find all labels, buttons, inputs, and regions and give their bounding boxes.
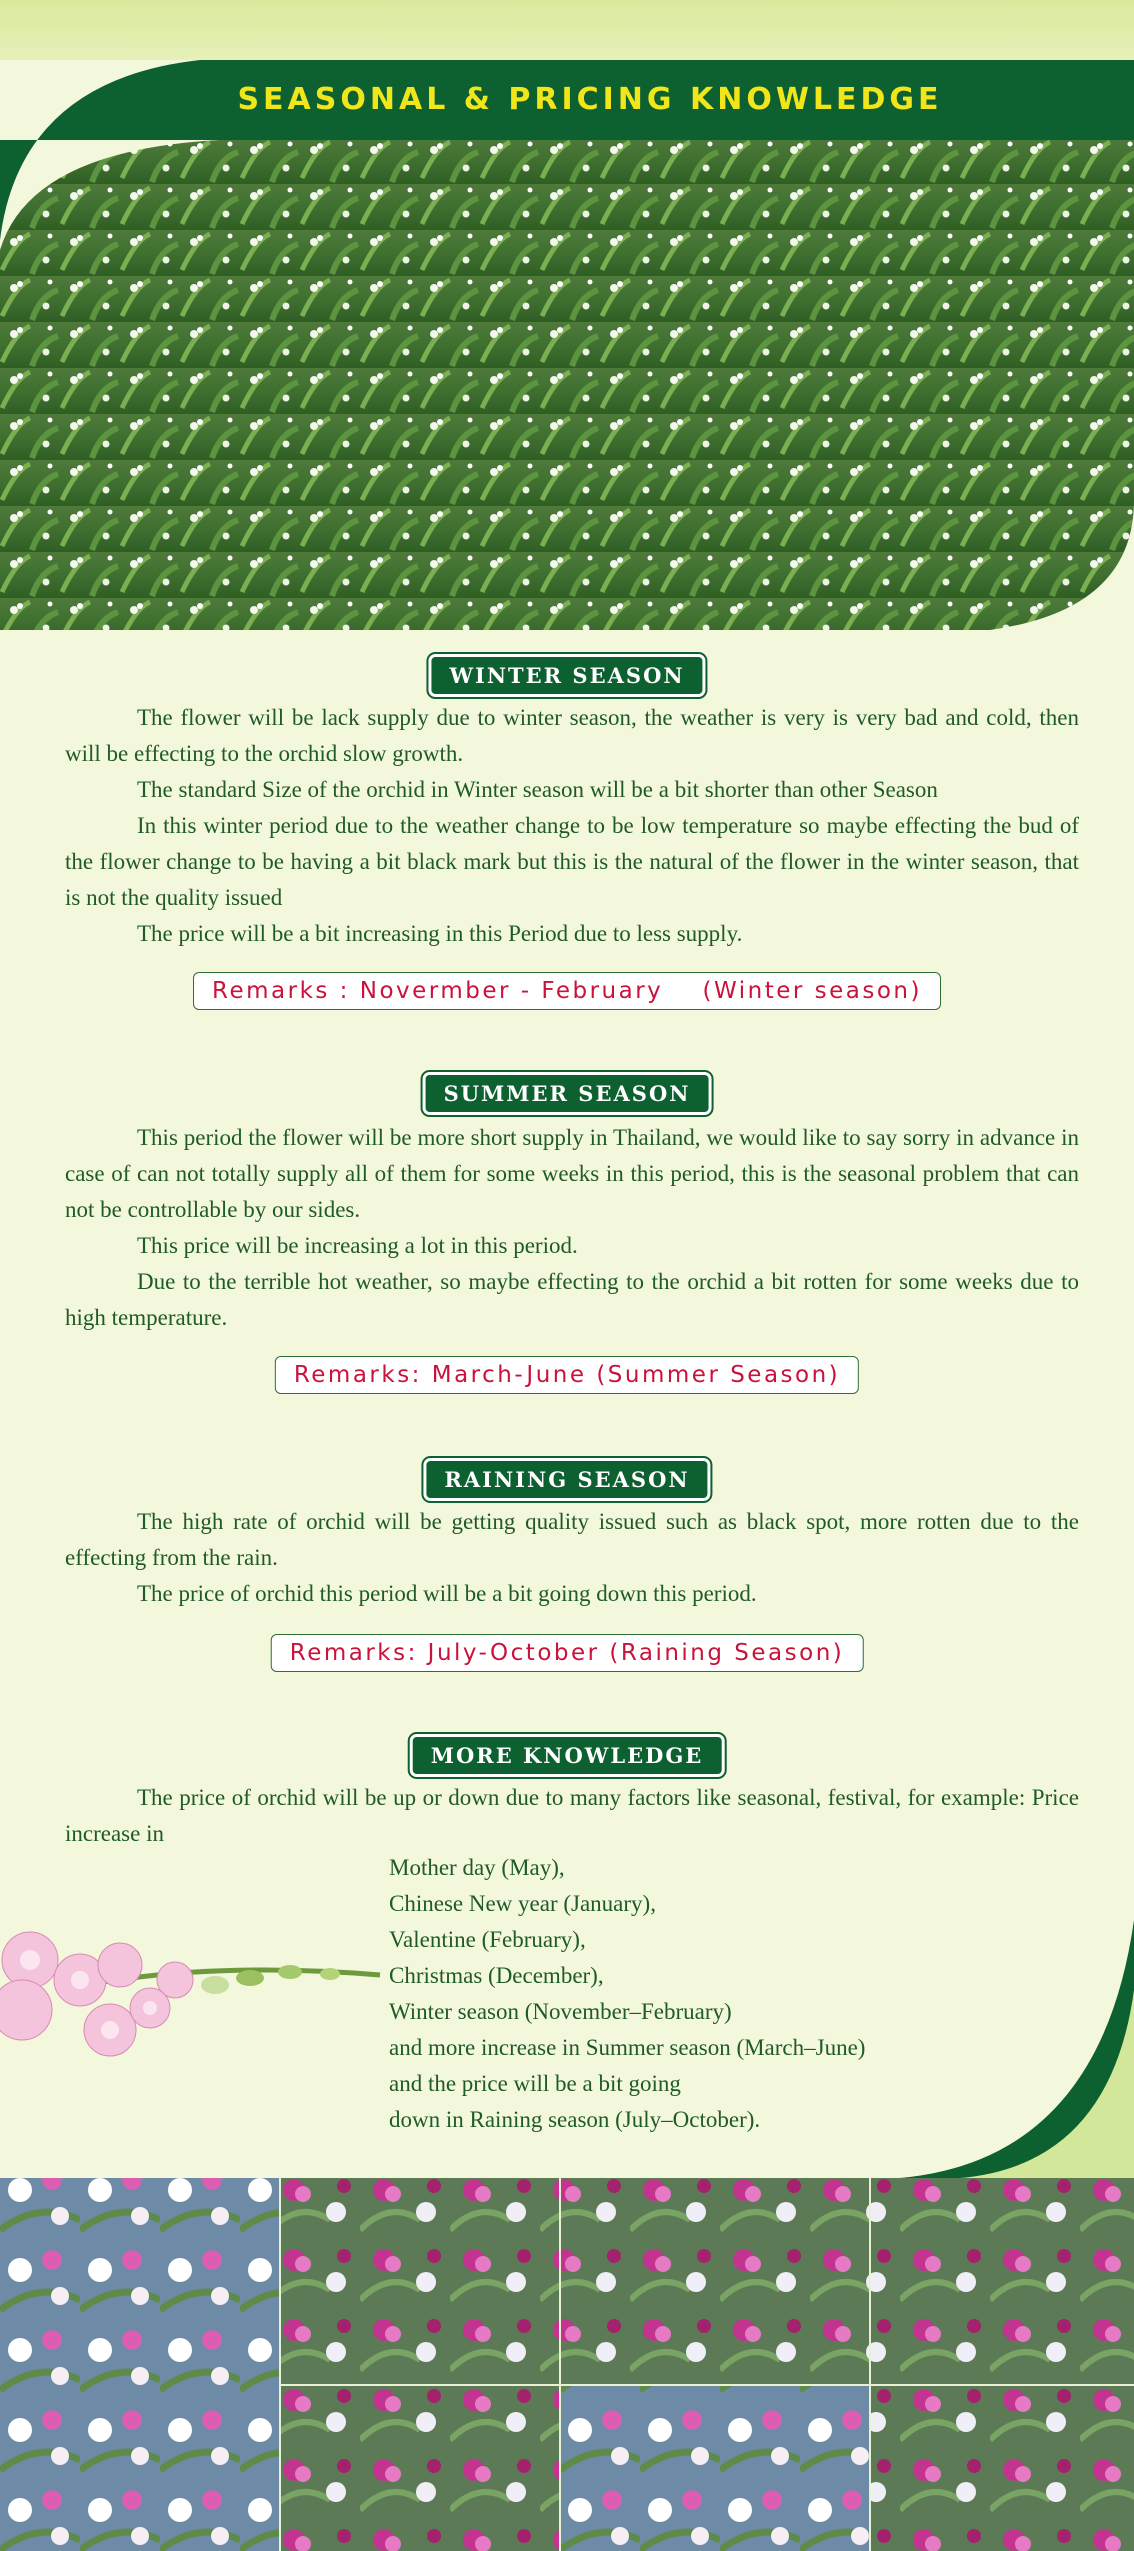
winter-season-heading: WINTER SEASON xyxy=(428,654,705,697)
list-item: and the price will be a bit going xyxy=(389,2071,681,2096)
raining-paragraph-1: The high rate of orchid will be getting quality issued such as black spot, more rotten due to the effecting from the rain. xyxy=(65,1509,1079,1570)
list-item: and more increase in Summer season (March–June) xyxy=(389,2035,866,2060)
summer-paragraph-3: Due to the terrible hot weather, so maybe effecting to the orchid a bit rotten for some weeks due to high temperature. xyxy=(65,1269,1079,1330)
summer-paragraph-2: This price will be increasing a lot in this period. xyxy=(137,1233,578,1258)
raining-season-heading: RAINING SEASON xyxy=(423,1458,710,1501)
winter-paragraph-3: In this winter period due to the weather change to be low temperature so maybe effecting the bud of the flower change to be having a bit black mark but this is the natural of the flower in the winter season, that is not the quality issued xyxy=(65,813,1079,910)
list-item: Winter season (November–February) xyxy=(389,1999,732,2024)
list-item: Mother day (May), xyxy=(389,1855,565,1880)
list-item: Valentine (February), xyxy=(389,1927,586,1952)
more-knowledge-heading: MORE KNOWLEDGE xyxy=(410,1734,725,1777)
more-knowledge-intro: The price of orchid will be up or down due to many factors like seasonal, festival, for example: Price increase in xyxy=(65,1785,1079,1846)
list-item: down in Raining season (July–October). xyxy=(389,2107,761,2132)
price-factor-list xyxy=(389,1850,865,2138)
winter-paragraph-2: The standard Size of the orchid in Winter season will be a bit shorter than other Season xyxy=(137,777,938,802)
winter-paragraph-1: The flower will be lack supply due to winter season, the weather is very is very bad and cold, then will be effecting to the orchid slow growth. xyxy=(65,705,1079,766)
raining-paragraph-2: The price of orchid this period will be a bit going down this period. xyxy=(137,1581,757,1606)
summer-paragraph-1: This period the flower will be more short supply in Thailand, we would like to say sorry in advance in case of can not totally supply all of them for some weeks in this period, this is the seasonal problem that can not be controllable by our sides. xyxy=(65,1125,1079,1222)
list-item: Chinese New year (January), xyxy=(389,1891,656,1916)
raining-remark: Remarks: July-October (Raining Season) xyxy=(271,1634,864,1672)
page-title: SEASONAL & PRICING KNOWLEDGE xyxy=(237,82,943,117)
winter-paragraph-4: The price will be a bit increasing in this Period due to less supply. xyxy=(137,921,743,946)
orchid-spray-illustration xyxy=(0,1920,390,2100)
winter-remark: Remarks : Novermber - February (Winter season) xyxy=(193,972,941,1010)
summer-season-heading: SUMMER SEASON xyxy=(423,1072,712,1115)
list-item: Christmas (December), xyxy=(389,1963,604,1988)
summer-remark: Remarks: March-June (Summer Season) xyxy=(275,1356,859,1394)
